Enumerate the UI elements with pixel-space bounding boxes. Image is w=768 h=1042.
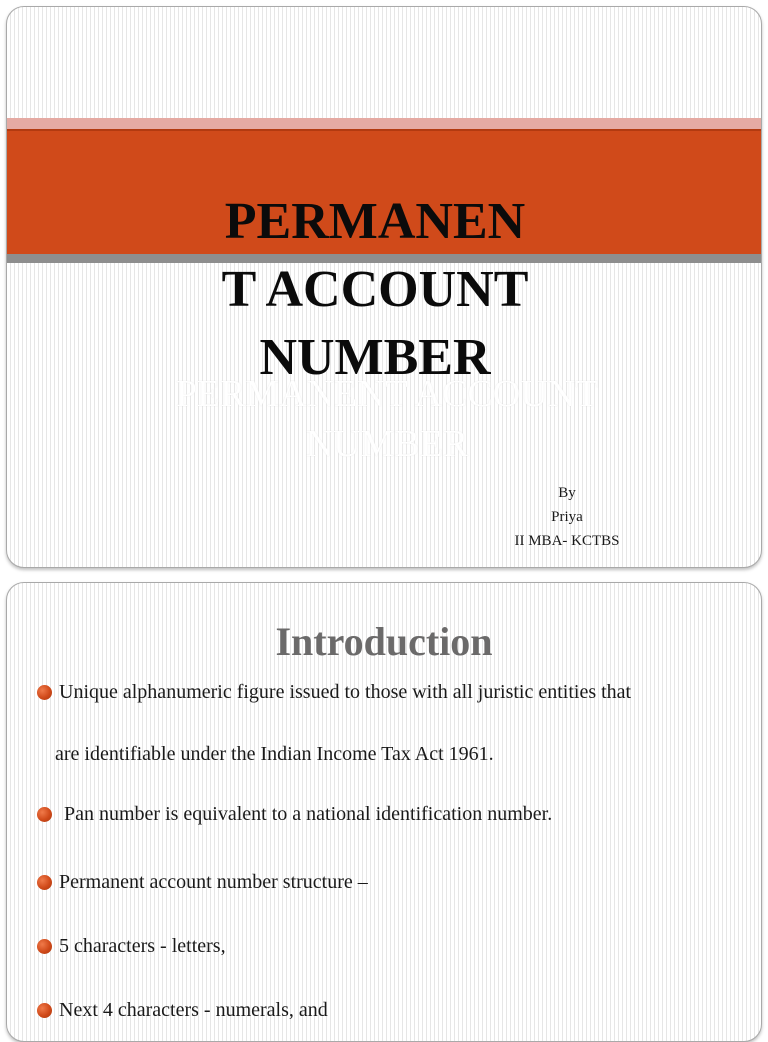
title-line-1: PERMANEN: [224, 193, 526, 250]
bullet-list: [7, 583, 761, 1041]
bullet-item: [7, 797, 761, 837]
bullet-text: Next 4 characters - numerals, and: [59, 999, 328, 1021]
bullet-item: [7, 929, 761, 969]
bullet-text: Pan number is equivalent to a national identification number.: [59, 803, 553, 825]
subtitle-line-1: PERMANENT ACCOUNT: [175, 373, 599, 415]
bullet-text: Permanent account number structure –: [59, 871, 368, 893]
bullet-item: [7, 993, 761, 1033]
title-slide: [6, 6, 762, 568]
title-line-3: NUMBER: [259, 329, 491, 386]
title-line-2: T ACCOUNT: [221, 261, 529, 318]
author-affiliation: II MBA- KCTBS: [514, 533, 620, 549]
slide-subtitle: [147, 369, 627, 469]
bullet-text: Unique alphanumeric figure issued to those with all juristic entities that: [59, 681, 632, 703]
bullet-dot-icon: [37, 807, 52, 822]
author-block: [477, 481, 657, 553]
bullet-dot-icon: [37, 875, 52, 890]
author-name: Priya: [551, 509, 583, 525]
bullet-dot-icon: [37, 939, 52, 954]
introduction-heading: Introduction: [275, 619, 493, 664]
bullet-text: 5 characters - letters,: [59, 935, 226, 957]
bullet-dot-icon: [37, 685, 52, 700]
author-by: By: [558, 485, 576, 501]
subtitle-line-2: NUMBER: [305, 423, 469, 465]
bullet-dot-icon: [37, 1003, 52, 1018]
pink-band: [7, 118, 761, 129]
bullet-item: [7, 675, 761, 715]
bullet-item: [7, 865, 761, 905]
introduction-slide: [6, 582, 762, 1042]
bullet-continuation: are identifiable under the Indian Income Tax Act 1961.: [55, 743, 494, 765]
slide-title: [175, 188, 575, 392]
